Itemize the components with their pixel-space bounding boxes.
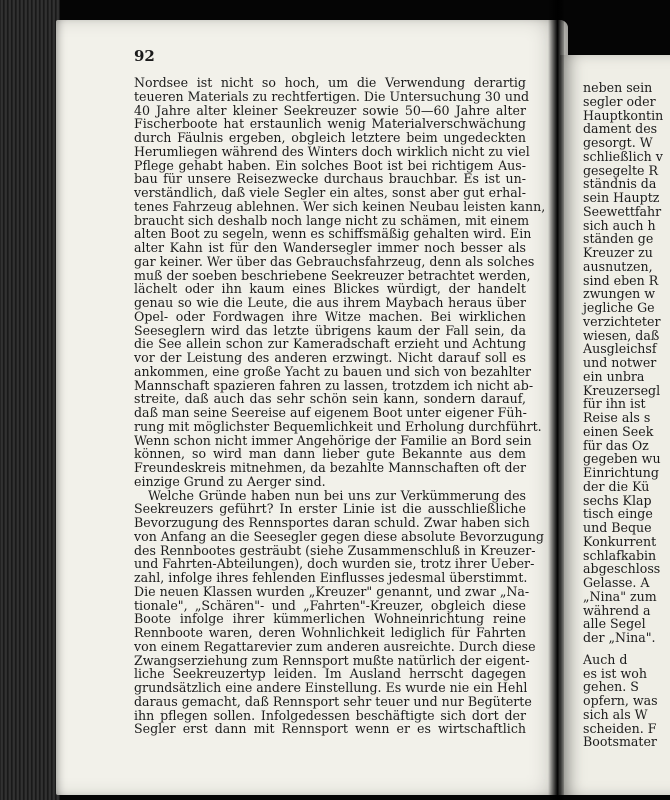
text-line: segler oder xyxy=(583,93,656,109)
text-line: für ihn ist xyxy=(583,396,646,412)
text-line: wiesen, daß xyxy=(583,327,660,343)
text-line: „Nina" zum xyxy=(583,588,657,604)
text-line: ein unbra xyxy=(583,368,645,384)
text-line: 40 Jahre alter kleiner Seekreuzer sowie 50—60 Jahre alter xyxy=(134,102,526,118)
text-line: alle Segel xyxy=(583,616,646,632)
left-page-text xyxy=(134,75,546,737)
text-line: Herumliegen während des Winters doch wirklich nicht zu viel xyxy=(134,143,530,159)
text-line: braucht sich deshalb noch lange nicht zu schämen, mit einem xyxy=(134,212,530,228)
text-line: einzige Grund zu Aerger sind. xyxy=(134,473,326,489)
text-line: grundsätzlich eine andere Einstellung. Es wurde nie ein Hehl xyxy=(134,680,528,695)
text-line: der die Kü xyxy=(583,478,650,494)
text-line: ständen ge xyxy=(583,231,654,247)
text-line: daß man seine Seereise auf eigenem Boot unter eigener Füh- xyxy=(134,405,527,420)
text-line: sind eben R xyxy=(583,272,659,288)
text-line: während a xyxy=(583,602,651,618)
text-line: Einrichtung xyxy=(583,465,659,480)
text-line: Bevorzugung des Rennsportes daran schuld. Zwar haben sich xyxy=(134,515,530,530)
text-line: tisch einge xyxy=(583,506,653,522)
text-line: Seekreuzers geführt? In erster Linie ist die ausschließliche xyxy=(134,501,526,517)
text-line: zwungen w xyxy=(583,286,656,302)
text-line: ihn pflegen sollen. Infolgedessen beschäftigte sich dort der xyxy=(134,707,526,723)
text-line: neben sein xyxy=(583,80,653,95)
text-line: liche Seekreuzertyp leiden. Im Ausland herrscht dagegen xyxy=(134,666,526,682)
text-line: Fischerboote hat erstaunlich wenig Materialverschwächung xyxy=(134,116,526,132)
text-line: schlafkabin xyxy=(583,547,657,563)
book-spine-edge xyxy=(0,0,60,800)
text-line: opfern, was xyxy=(583,693,658,708)
text-line: vor der Leistung des anderen erzwingt. Nicht darauf soll es xyxy=(134,350,526,365)
text-line: alter Kahn ist für den Wandersegler immer noch besser als xyxy=(134,240,526,255)
text-line: ankommen, eine große Yacht zu bauen und sich von bezahlter xyxy=(134,363,532,379)
text-line: Kreuzersegl xyxy=(583,382,661,398)
text-line: Seeseglern wird das letzte übrigens kaum der Fall sein, da xyxy=(134,322,526,338)
text-line: Ausgleichsf xyxy=(583,341,657,357)
text-line: bau für unsere Reisezwecke durchaus brauchbar. Es ist un- xyxy=(134,171,526,187)
text-line: tionale", „Schären"- und „Fahrten"-Kreuzer, obgleich diese xyxy=(134,597,526,613)
text-line: Wenn schon nicht immer Angehörige der Familie an Bord sein xyxy=(134,432,532,448)
text-line: des Rennbootes gesträubt (siehe Zusammenschluß in Kreuzer- xyxy=(134,542,536,558)
text-line: sechs Klap xyxy=(583,492,652,508)
text-line: rung mit möglichster Bequemlichkeit und Erholung durchführt. xyxy=(134,418,542,434)
page-number: 92 xyxy=(134,47,155,65)
text-line: Bootsmater xyxy=(583,734,657,750)
text-line: Rennboote waren, deren Wohnlichkeit lediglich für Fahrten xyxy=(134,625,526,640)
text-line: für das Oz xyxy=(583,437,649,453)
text-line: tenes Fahrzeug ablehnen. Wer sich keinen Neubau leisten kann, xyxy=(134,198,546,214)
text-line: Pflege gehabt haben. Ein solches Boot ist bei richtigem Aus- xyxy=(134,157,526,173)
text-line: zahl, infolge ihres fehlenden Einflusses jedesmal überstimmt. xyxy=(134,570,528,585)
book-gutter xyxy=(548,0,564,800)
text-line: von einem Regattarevier zum anderen ausreichte. Durch diese xyxy=(134,638,536,654)
text-line: gar keiner. Wer über das Gebrauchsfahrzeug, denn als solches xyxy=(134,253,535,269)
text-line: verzichteter xyxy=(583,313,661,329)
text-line: Hauptkontin xyxy=(583,107,664,123)
text-line: Auch d xyxy=(583,651,628,667)
text-line: abgeschloss xyxy=(583,561,661,577)
text-line: schließlich v xyxy=(583,148,663,164)
text-line: alten Boot zu segeln, wenn es schiffsmäßig gehalten wird. Ein xyxy=(134,226,532,242)
text-line: gegeben wu xyxy=(583,451,661,467)
text-line: Boote infolge ihrer kümmerlichen Wohneinrichtung reine xyxy=(134,611,526,627)
text-line: ausnutzen, xyxy=(583,258,653,274)
text-line: durch Fäulnis ergeben, obgleich letztere beim ungedeckten xyxy=(134,130,526,145)
text-line: Konkurrent xyxy=(583,533,657,549)
text-line: Die neuen Klassen wurden „Kreuzer" genannt, und zwar „Na- xyxy=(134,583,530,599)
text-line: Seewettfahr xyxy=(583,203,662,219)
text-line: Nordsee ist nicht so hoch, um die Verwendung derartig xyxy=(134,75,526,90)
text-line: verständlich, daß viele Segler ein altes, sonst aber gut erhal- xyxy=(134,185,526,200)
text-line: Opel- oder Fordwagen ihre Witze machen. Bei wirklichen xyxy=(134,308,526,324)
text-line: gehen. S xyxy=(583,679,639,695)
text-line: Gelasse. A xyxy=(583,575,650,590)
right-page-text xyxy=(583,81,663,749)
text-line: sich als W xyxy=(583,706,648,722)
text-line: gesegelte R xyxy=(583,162,658,178)
text-line: von Anfang an die Seesegler gegen diese absolute Bevorzugung xyxy=(134,528,544,544)
text-line: scheiden. F xyxy=(583,720,657,736)
text-line: gesorgt. W xyxy=(583,135,653,150)
text-line: Reise als s xyxy=(583,410,651,425)
text-line: genau so wie die Leute, die aus ihrem Maybach heraus über xyxy=(134,295,526,310)
text-line: können, so wird man dann lieber gute Bekannte aus dem xyxy=(134,446,526,462)
text-line: teueren Materials zu rechtfertigen. Die Untersuchung 30 und xyxy=(134,88,530,104)
text-line: Segler erst dann mit Rennsport wenn er es wirtschaftlich xyxy=(134,721,526,737)
text-line: Welche Gründe haben nun bei uns zur Verkümmerung des xyxy=(148,487,526,503)
text-line: es ist woh xyxy=(583,665,647,681)
text-line: Mannschaft spazieren fahren zu lassen, trotzdem ich nicht ab- xyxy=(134,377,534,393)
text-line: streite, daß auch das sehr schön sein kann, sondern darauf, xyxy=(134,391,526,407)
text-line: und Fahrten-Abteilungen), doch wurden sie, trotz ihrer Ueber- xyxy=(134,556,535,572)
text-line: und Beque xyxy=(583,520,652,535)
text-line: einen Seek xyxy=(583,423,654,439)
text-line: und notwer xyxy=(583,355,657,370)
text-line: dament des xyxy=(583,121,658,137)
text-line: der „Nina". xyxy=(583,630,656,645)
text-line: jegliche Ge xyxy=(583,300,655,315)
text-line: muß der soeben beschriebene Seekreuzer betrachtet werden, xyxy=(134,267,531,283)
text-line: Kreuzer zu xyxy=(583,245,653,260)
text-line: lächelt oder ihn kaum eines Blickes würdigt, der handelt xyxy=(134,281,526,297)
text-line: sich auch h xyxy=(583,217,656,233)
text-line: sein Hauptz xyxy=(583,190,660,205)
text-line: Freundeskreis mitnehmen, da bezahlte Mannschaften oft der xyxy=(134,460,527,475)
text-line: ständnis da xyxy=(583,176,657,192)
text-line: daraus gemacht, daß Rennsport sehr teuer und nur Begüterte xyxy=(134,693,532,709)
text-line: Zwangserziehung zum Rennsport mußte natürlich der eigent- xyxy=(134,652,530,668)
text-line: die See allein schon zur Kameradschaft erzieht und Achtung xyxy=(134,336,526,352)
